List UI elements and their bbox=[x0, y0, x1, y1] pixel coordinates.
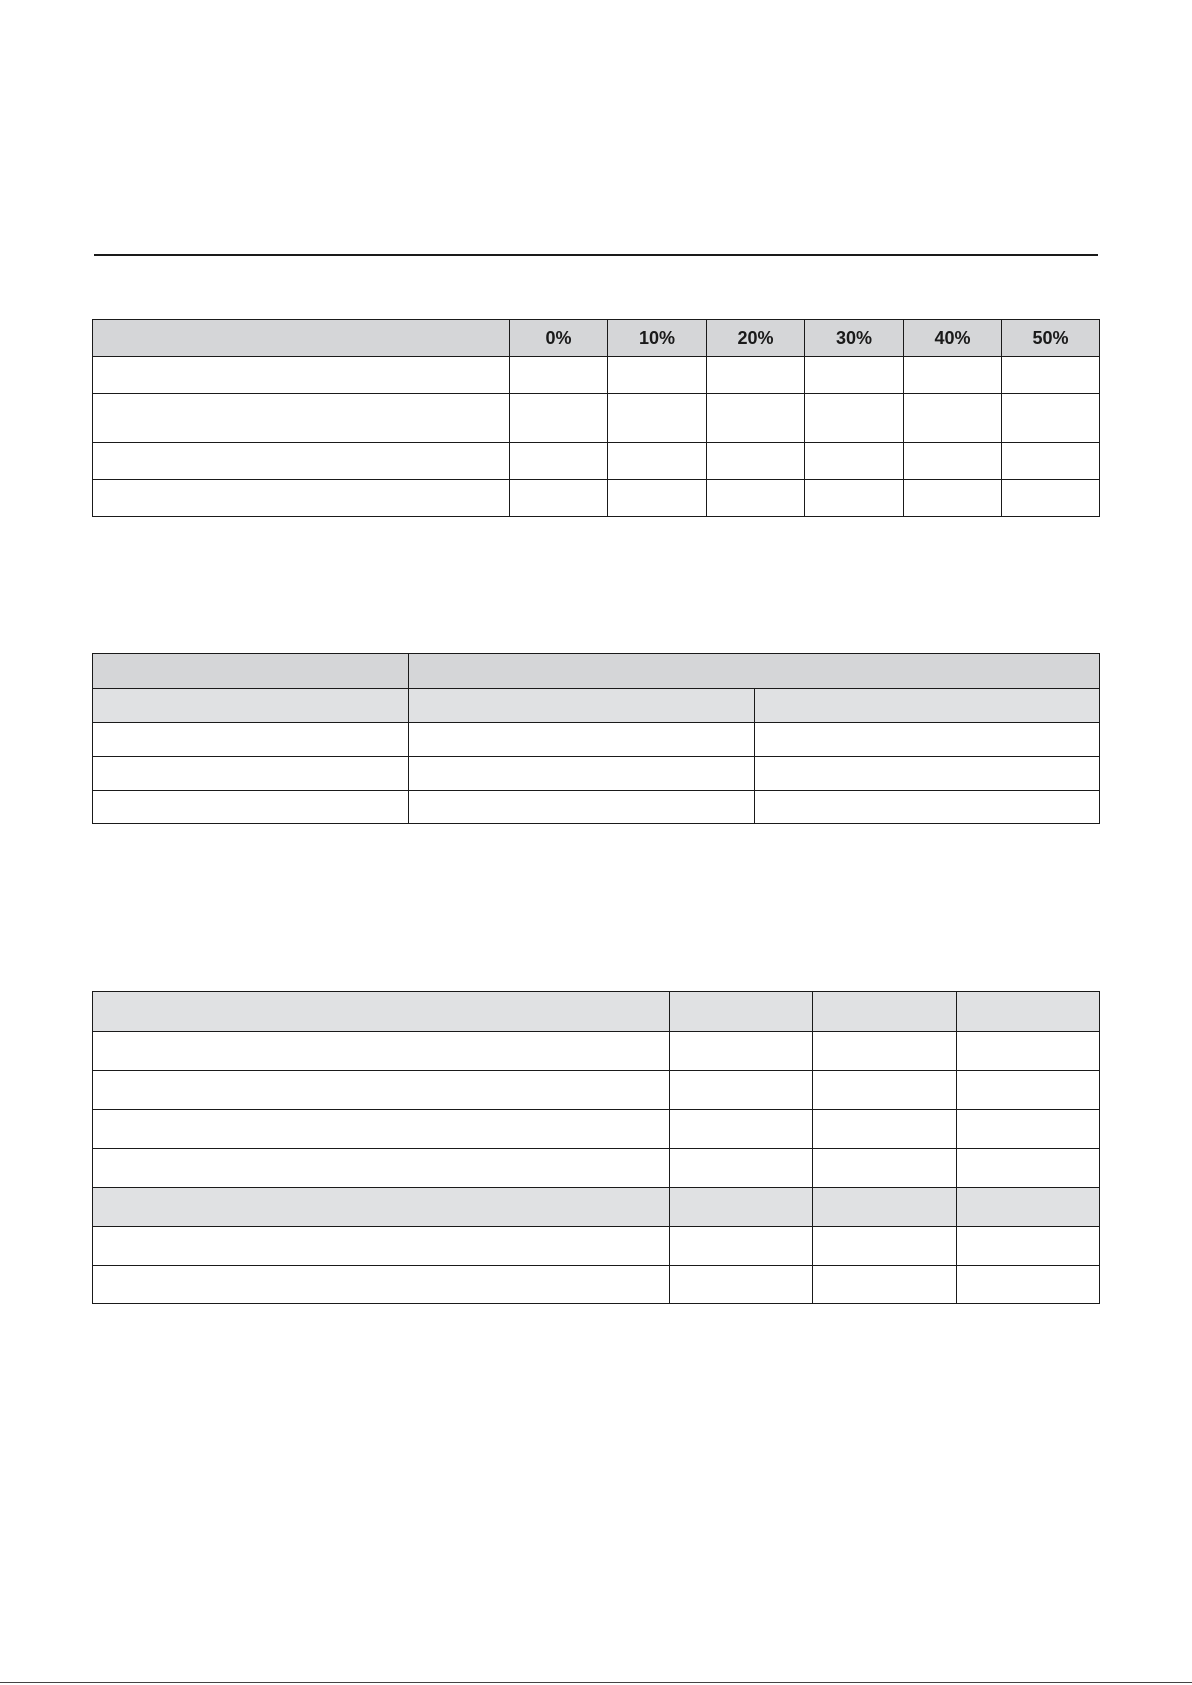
table-cell bbox=[608, 480, 707, 517]
table-row bbox=[93, 757, 1100, 791]
table-cell bbox=[957, 1266, 1100, 1304]
table-cell bbox=[670, 1110, 813, 1149]
table-row bbox=[93, 1149, 1100, 1188]
table-cell bbox=[670, 1071, 813, 1110]
table-cell bbox=[93, 480, 510, 517]
grouped-header-table bbox=[92, 653, 1100, 824]
table-cell bbox=[510, 394, 608, 443]
table-header-row bbox=[93, 654, 1100, 689]
section-header-cell bbox=[813, 1188, 957, 1227]
subheader-cell bbox=[755, 689, 1100, 723]
table-cell bbox=[93, 1071, 670, 1110]
table-cell bbox=[608, 394, 707, 443]
header-cell bbox=[957, 992, 1100, 1032]
table-cell bbox=[93, 1032, 670, 1071]
table-cell bbox=[957, 1227, 1100, 1266]
header-cell: 50% bbox=[1002, 320, 1100, 357]
sectioned-table bbox=[92, 991, 1100, 1304]
footer-rule bbox=[0, 1682, 1192, 1683]
table-cell bbox=[670, 1266, 813, 1304]
subheader-cell bbox=[93, 689, 409, 723]
table-cell bbox=[93, 443, 510, 480]
section-header-cell bbox=[93, 1188, 670, 1227]
header-cell: 20% bbox=[707, 320, 805, 357]
table-row bbox=[93, 1071, 1100, 1110]
table-cell bbox=[608, 443, 707, 480]
table-cell bbox=[755, 723, 1100, 757]
table-cell bbox=[670, 1032, 813, 1071]
table-cell bbox=[957, 1032, 1100, 1071]
table-cell bbox=[755, 757, 1100, 791]
table-cell bbox=[813, 1266, 957, 1304]
subheader-cell bbox=[409, 689, 755, 723]
header-cell: 30% bbox=[805, 320, 904, 357]
table-cell bbox=[707, 357, 805, 394]
section-header-cell bbox=[670, 1188, 813, 1227]
table-row bbox=[93, 1266, 1100, 1304]
table-cell bbox=[409, 757, 755, 791]
table-row bbox=[93, 1227, 1100, 1266]
table-cell bbox=[1002, 394, 1100, 443]
table-cell bbox=[707, 443, 805, 480]
table-cell bbox=[670, 1149, 813, 1188]
table-cell bbox=[805, 480, 904, 517]
table-cell bbox=[1002, 443, 1100, 480]
table-cell bbox=[813, 1032, 957, 1071]
table-cell bbox=[93, 1149, 670, 1188]
table-cell bbox=[904, 357, 1002, 394]
table-cell bbox=[805, 394, 904, 443]
table-row bbox=[93, 443, 1100, 480]
table-cell bbox=[904, 394, 1002, 443]
table-cell bbox=[409, 723, 755, 757]
table-cell bbox=[1002, 357, 1100, 394]
table-cell bbox=[608, 357, 707, 394]
table-cell bbox=[93, 1110, 670, 1149]
table-row bbox=[93, 480, 1100, 517]
header-rule bbox=[94, 254, 1098, 256]
table-cell bbox=[813, 1071, 957, 1110]
header-cell bbox=[813, 992, 957, 1032]
table-row bbox=[93, 394, 1100, 443]
table-row bbox=[93, 1110, 1100, 1149]
table-cell bbox=[904, 480, 1002, 517]
table-header-row bbox=[93, 320, 1100, 357]
section-header-row bbox=[93, 1188, 1100, 1227]
group-header-cell bbox=[409, 654, 1100, 689]
table-cell bbox=[755, 791, 1100, 824]
table-cell bbox=[904, 443, 1002, 480]
table-cell bbox=[957, 1071, 1100, 1110]
table-cell bbox=[93, 757, 409, 791]
percentage-table bbox=[92, 319, 1100, 517]
table-cell bbox=[813, 1227, 957, 1266]
header-cell bbox=[93, 654, 409, 689]
table-cell bbox=[805, 357, 904, 394]
table-cell bbox=[93, 1227, 670, 1266]
table-cell bbox=[93, 791, 409, 824]
table-cell bbox=[93, 357, 510, 394]
header-cell: 0% bbox=[510, 320, 608, 357]
table-cell bbox=[813, 1149, 957, 1188]
table-row bbox=[93, 1032, 1100, 1071]
table-cell bbox=[510, 443, 608, 480]
header-cell bbox=[93, 992, 670, 1032]
header-cell bbox=[93, 320, 510, 357]
table-row bbox=[93, 357, 1100, 394]
table-cell bbox=[957, 1110, 1100, 1149]
table-cell bbox=[957, 1149, 1100, 1188]
table-cell bbox=[813, 1110, 957, 1149]
table-cell bbox=[93, 1266, 670, 1304]
table-row bbox=[93, 723, 1100, 757]
table-cell bbox=[805, 443, 904, 480]
table-subheader-row bbox=[93, 689, 1100, 723]
table-cell bbox=[707, 394, 805, 443]
table-cell bbox=[1002, 480, 1100, 517]
table-cell bbox=[510, 357, 608, 394]
header-cell: 40% bbox=[904, 320, 1002, 357]
table-cell bbox=[409, 791, 755, 824]
table-cell bbox=[93, 394, 510, 443]
table-cell bbox=[510, 480, 608, 517]
table-cell bbox=[670, 1227, 813, 1266]
table-header-row bbox=[93, 992, 1100, 1032]
table-row bbox=[93, 791, 1100, 824]
header-cell bbox=[670, 992, 813, 1032]
header-cell: 10% bbox=[608, 320, 707, 357]
table-cell bbox=[707, 480, 805, 517]
table-cell bbox=[93, 723, 409, 757]
section-header-cell bbox=[957, 1188, 1100, 1227]
